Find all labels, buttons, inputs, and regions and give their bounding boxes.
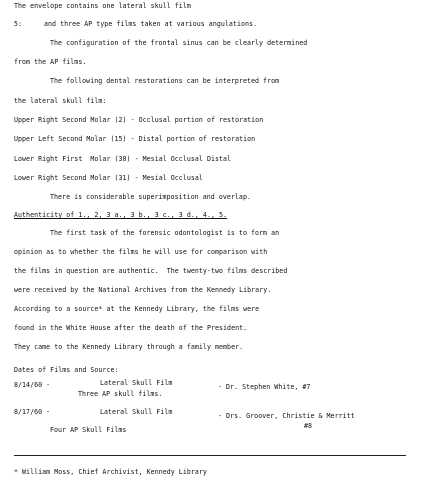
restoration-line: Lower Right First Molar (30) - Mesial Occlusal Distal — [14, 155, 232, 163]
text-line: were received by the National Archives from the Kennedy Library. — [14, 286, 272, 294]
film-description: Lateral Skull Film — [100, 379, 173, 387]
film-description: Four AP Skull Films — [50, 426, 127, 434]
text-line: They came to the Kennedy Library through a family member. — [14, 343, 244, 351]
text-line: found in the White House after the death of the President. — [14, 324, 248, 332]
text-line: Dates of Films and Source: — [14, 366, 119, 374]
footnote-divider — [14, 455, 406, 456]
footnote: * William Moss, Chief Archivist, Kennedy Library — [14, 468, 207, 476]
restoration-line: Upper Right Second Molar (2) - Occlusal portion of restoration — [14, 116, 264, 124]
text-line: The following dental restorations can be interpreted from — [50, 77, 280, 85]
text-line: The configuration of the frontal sinus can be clearly determined — [50, 39, 308, 47]
text-line: There is considerable superimposition and overlap. — [50, 193, 251, 201]
film-description: Lateral Skull Film — [100, 408, 173, 416]
film-date: 8/14/60 - — [14, 381, 51, 389]
text-line: The first task of the forensic odontologist is to form an — [50, 229, 280, 237]
margin-mark: 5: — [14, 20, 23, 28]
film-source: - Dr. Stephen White, #7 — [218, 383, 311, 391]
text-line: from the AP films. — [14, 58, 87, 66]
text-line: and three AP type films taken at various angulations. — [44, 20, 258, 28]
section-heading: Authenticity of 1., 2, 3 a., 3 b., 3 c., 3 d., 4., 5. — [14, 211, 228, 219]
film-description: Three AP skull films. — [78, 390, 163, 398]
text-line: the films in question are authentic. The twenty-two films described — [14, 267, 288, 275]
text-line: According to a source* at the Kennedy Library, the films were — [14, 305, 260, 313]
restoration-line: Lower Right Second Molar (31) - Mesial Occlusal — [14, 174, 203, 182]
film-date: 8/17/60 - — [14, 408, 51, 416]
margin-mark: #8 — [304, 422, 313, 430]
restoration-line: Upper Left Second Molar (15) - Distal portion of restoration — [14, 135, 256, 143]
text-line: opinion as to whether the films he will use for comparison with — [14, 248, 268, 256]
text-line: the lateral skull film: — [14, 97, 107, 105]
film-source: - Drs. Groover, Christie & Merritt — [218, 412, 355, 420]
text-line: The envelope contains one lateral skull film — [14, 2, 191, 10]
